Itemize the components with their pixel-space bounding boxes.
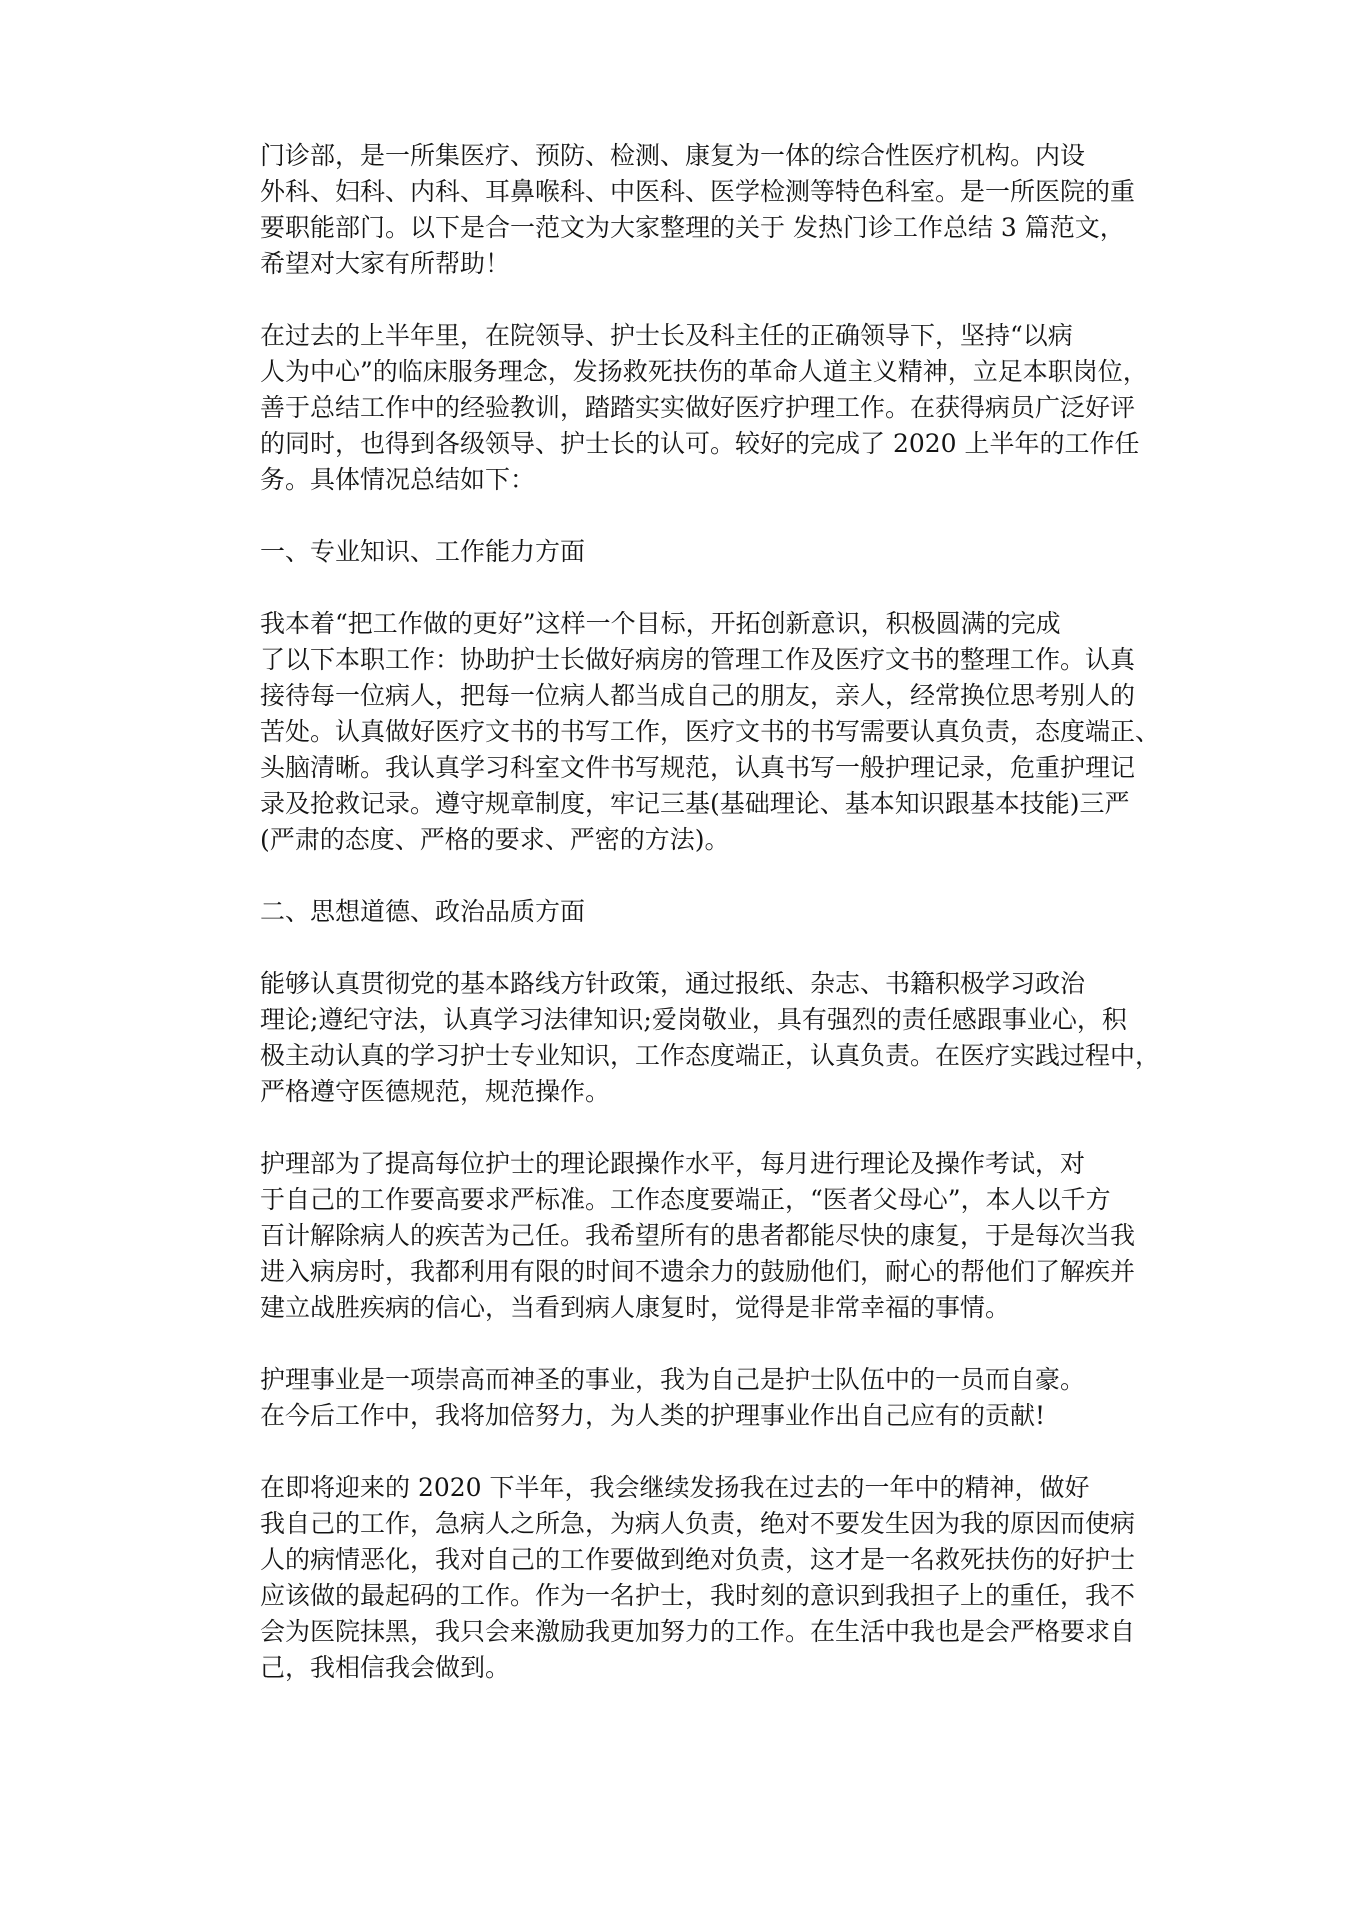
text-line: 严格遵守医德规范，规范操作。	[260, 1077, 611, 1106]
section-heading-1	[206, 534, 1161, 570]
text-line: 录及抢救记录。遵守规章制度，牢记三基(基础理论、基本知识跟基本技能)三严	[260, 789, 1130, 818]
heading-text: 二、思想道德、政治品质方面	[260, 897, 586, 926]
paragraph-nursing-career	[206, 1362, 1161, 1434]
text-line: 百计解除病人的疾苦为己任。我希望所有的患者都能尽快的康复，于是每次当我	[260, 1221, 1136, 1250]
text-line: 理论;遵纪守法，认真学习法律知识;爱岗敬业，具有强烈的责任感跟事业心，积	[260, 1005, 1127, 1034]
text-line: 己，我相信我会做到。	[260, 1653, 511, 1682]
text-line: 于自己的工作要高要求严标准。工作态度要端正，“医者父母心”，本人以千方	[260, 1185, 1111, 1214]
text-line: 会为医院抹黑，我只会来激励我更加努力的工作。在生活中我也是会严格要求自	[260, 1617, 1136, 1646]
text-line: 我本着“把工作做的更好”这样一个目标，开拓创新意识，积极圆满的完成	[260, 609, 1061, 638]
text-line: 建立战胜疾病的信心，当看到病人康复时，觉得是非常幸福的事情。	[260, 1293, 1011, 1322]
text-line: 接待每一位病人，把每一位病人都当成自己的朋友，亲人，经常换位思考别人的	[260, 681, 1136, 710]
text-line: 善于总结工作中的经验教训，踏踏实实做好医疗护理工作。在获得病员广泛好评	[260, 393, 1136, 422]
paragraph-section-1	[206, 606, 1161, 858]
text-line: 希望对大家有所帮助！	[260, 249, 511, 278]
section-heading-2	[206, 894, 1161, 930]
document-body	[206, 138, 1161, 1722]
text-line: 苦处。认真做好医疗文书的书写工作，医疗文书的书写需要认真负责，态度端正、	[260, 717, 1161, 746]
text-line: 极主动认真的学习护士专业知识，工作态度端正，认真负责。在医疗实践过程中，	[260, 1041, 1161, 1070]
text-line: 在过去的上半年里，在院领导、护士长及科主任的正确领导下，坚持“以病	[260, 321, 1073, 350]
paragraph-outlook	[206, 1470, 1161, 1686]
paragraph-intro	[206, 138, 1161, 282]
paragraph-summary	[206, 318, 1161, 498]
text-line: 的同时，也得到各级领导、护士长的认可。较好的完成了 2020 上半年的工作任	[260, 429, 1140, 458]
text-line: 应该做的最起码的工作。作为一名护士，我时刻的意识到我担子上的重任，我不	[260, 1581, 1136, 1610]
text-line: 头脑清晰。我认真学习科室文件书写规范，认真书写一般护理记录，危重护理记	[260, 753, 1136, 782]
text-line: 了以下本职工作：协助护士长做好病房的管理工作及医疗文书的整理工作。认真	[260, 645, 1136, 674]
text-line: 外科、妇科、内科、耳鼻喉科、中医科、医学检测等特色科室。是一所医院的重	[260, 177, 1136, 206]
text-line: (严肃的态度、严格的要求、严密的方法)。	[260, 825, 730, 854]
text-line: 护理事业是一项崇高而神圣的事业，我为自己是护士队伍中的一员而自豪。	[260, 1365, 1086, 1394]
text-line: 要职能部门。以下是合一范文为大家整理的关于 发热门诊工作总结 3 篇范文，	[260, 213, 1125, 242]
text-line: 在今后工作中，我将加倍努力，为人类的护理事业作出自己应有的贡献!	[260, 1401, 1046, 1430]
text-line: 在即将迎来的 2020 下半年，我会继续发扬我在过去的一年中的精神，做好	[260, 1473, 1090, 1502]
text-line: 人的病情恶化，我对自己的工作要做到绝对负责，这才是一名救死扶伤的好护士	[260, 1545, 1136, 1574]
text-line: 我自己的工作，急病人之所急，为病人负责，绝对不要发生因为我的原因而使病	[260, 1509, 1136, 1538]
paragraph-section-2	[206, 966, 1161, 1110]
text-line: 门诊部，是一所集医疗、预防、检测、康复为一体的综合性医疗机构。内设	[260, 141, 1086, 170]
text-line: 进入病房时，我都利用有限的时间不遗余力的鼓励他们，耐心的帮他们了解疾并	[260, 1257, 1136, 1286]
text-line: 务。具体情况总结如下：	[260, 465, 536, 494]
text-line: 能够认真贯彻党的基本路线方针政策，通过报纸、杂志、书籍积极学习政治	[260, 969, 1086, 998]
heading-text: 一、专业知识、工作能力方面	[260, 537, 586, 566]
text-line: 人为中心”的临床服务理念，发扬救死扶伤的革命人道主义精神，立足本职岗位，	[260, 357, 1148, 386]
text-line: 护理部为了提高每位护士的理论跟操作水平，每月进行理论及操作考试，对	[260, 1149, 1086, 1178]
paragraph-nursing-dept	[206, 1146, 1161, 1326]
